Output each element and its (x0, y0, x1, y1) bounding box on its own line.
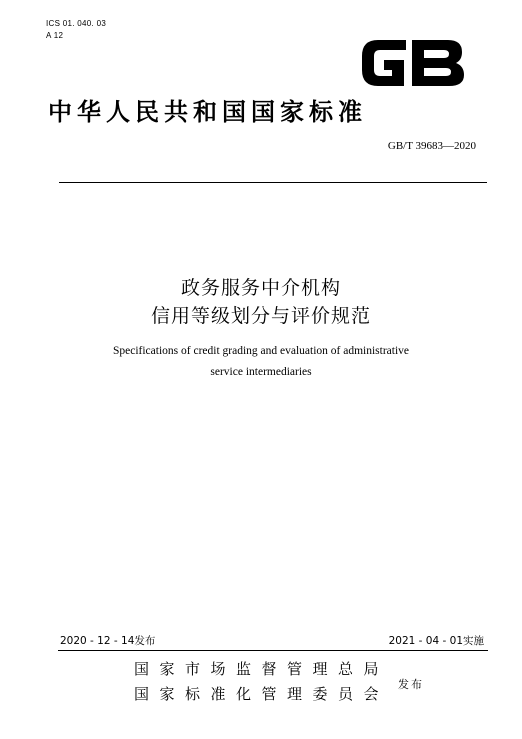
ccs-code: A 12 (46, 31, 64, 40)
document-title-en-line1: Specifications of credit grading and evaluation of administrative (112, 345, 410, 357)
release-date: 2020 - 12 - 14发布 (60, 635, 156, 647)
implementation-date: 2021 - 04 - 01实施 (388, 635, 484, 647)
top-divider (59, 182, 487, 183)
issuer-sac: 国家标准化管理委员会 (134, 685, 390, 703)
gb-logo-lettering: GB (356, 36, 358, 37)
document-title-cn-line2: 信用等级划分与评价规范 (150, 305, 371, 327)
country-standard-title: 中华人民共和国国家标准 (48, 98, 367, 126)
publish-label: 发布 (398, 678, 424, 691)
classification-codes (46, 18, 106, 42)
bottom-divider (58, 650, 488, 651)
document-title-en-line2: service intermediaries (210, 366, 312, 378)
standard-number: GB/T 39683—2020 (387, 140, 476, 152)
gb-logo (356, 36, 466, 90)
ics-code: ICS 01. 040. 03 (46, 19, 107, 28)
issuer-samr: 国家市场监督管理总局 (134, 660, 390, 678)
document-title-cn-line1: 政务服务中介机构 (180, 277, 341, 299)
